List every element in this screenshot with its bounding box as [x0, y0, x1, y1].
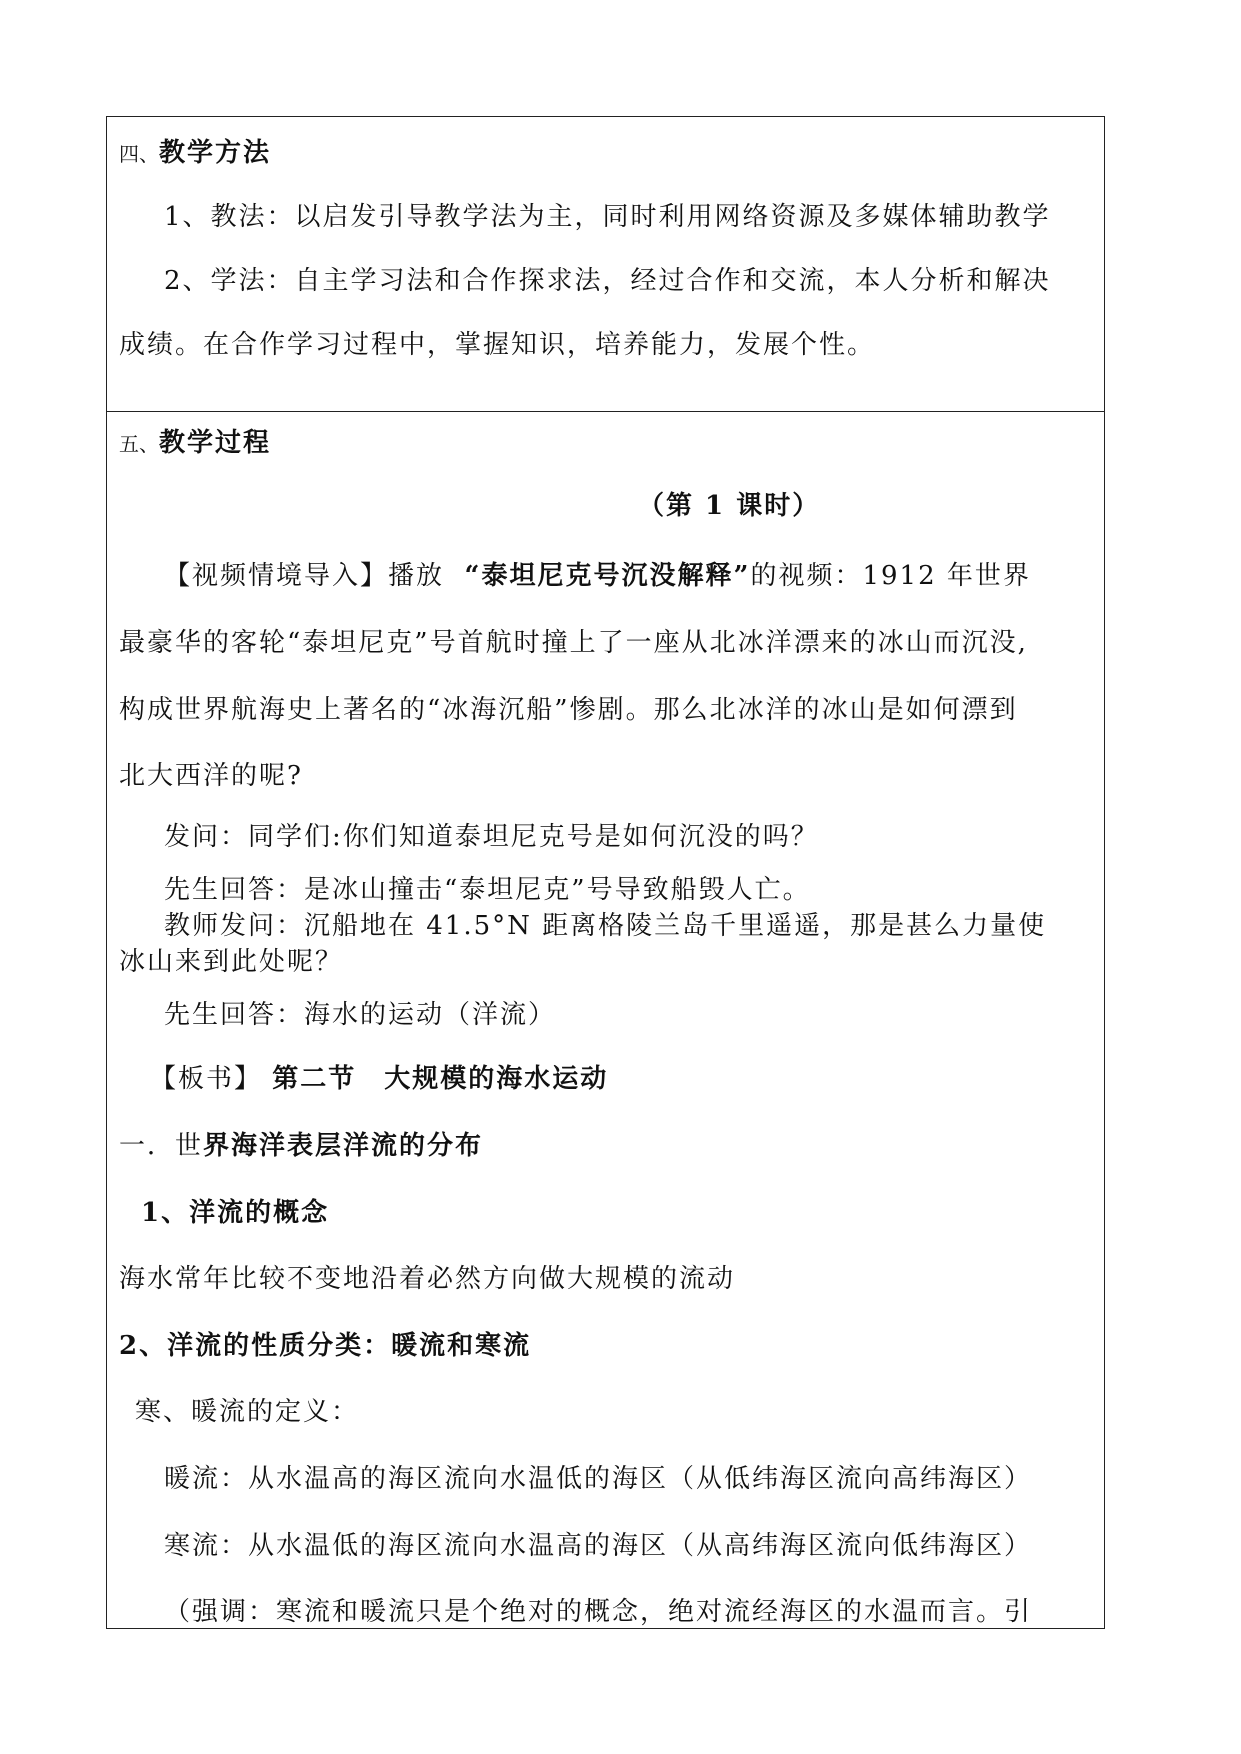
learning-method-line: 2、学法：自主学习法和合作探求法，经过合作和交流，本人分析和解决 [164, 266, 1051, 296]
definition-label: 寒、暖流的定义： [135, 1397, 360, 1427]
question-2: 教师发问：沉船地在 41.5°N 距离格陵兰岛千里遥遥，那是甚么力量使 [164, 911, 1047, 941]
subheading-ocean-currents: 一．世界海洋表层洋流的分布 [119, 1131, 484, 1161]
intro-line-4: 北大西洋的呢? [119, 761, 303, 791]
intro-line-3: 构成世界航海史上著名的“冰海沉船”惨剧。那么北冰洋的冰山是如何漂到 [119, 695, 1018, 725]
subheading-concept: 1、洋流的概念 [141, 1198, 330, 1228]
learning-method-line-cont: 成绩。在合作学习过程中，掌握知识，培养能力，发展个性。 [119, 330, 876, 360]
warm-current-definition: 暖流：从水温高的海区流向水温低的海区（从低纬海区流向高纬海区） [164, 1464, 1033, 1494]
video-title: “泰坦尼克号沉没解释” [464, 561, 751, 591]
cold-current-definition: 寒流：从水温低的海区流向水温高的海区（从高纬海区流向低纬海区） [164, 1531, 1033, 1561]
section-5-heading: 五、教学过程 [119, 428, 272, 458]
question-1: 发问：同学们:你们知道泰坦尼克号是如何沉没的吗？ [164, 822, 819, 852]
board-heading: 【板书】 第二节 大规模的海水运动 [150, 1064, 609, 1094]
teaching-method-line: 1、教法：以启发引导教学法为主，同时利用网络资源及多媒体辅助教学 [164, 202, 1051, 232]
section-4-heading: 四、教学方法 [119, 138, 272, 168]
intro-line-2: 最豪华的客轮“泰坦尼克”号首航时撞上了一座从北冰洋漂来的冰山而沉没, [119, 628, 1028, 658]
subheading-classification: 2、洋流的性质分类：暖流和寒流 [119, 1331, 532, 1361]
emphasis-note: （强调：寒流和暖流只是个绝对的概念，绝对流经海区的水温而言。引 [164, 1597, 1033, 1627]
question-2-cont: 冰山来到此处呢？ [119, 947, 344, 977]
answer-2: 先生回答：海水的运动（洋流） [164, 1000, 557, 1030]
answer-1: 先生回答：是冰山撞击“泰坦尼克”号导致船毁人亡。 [164, 875, 811, 905]
concept-definition: 海水常年比较不变地沿着必然方向做大规模的流动 [119, 1264, 736, 1294]
video-intro-paragraph: 【视频情境导入】播放 “泰坦尼克号沉没解释”的视频：1912 年世界 [164, 561, 1031, 591]
lesson-period-label: （第 1 课时） [638, 491, 821, 521]
